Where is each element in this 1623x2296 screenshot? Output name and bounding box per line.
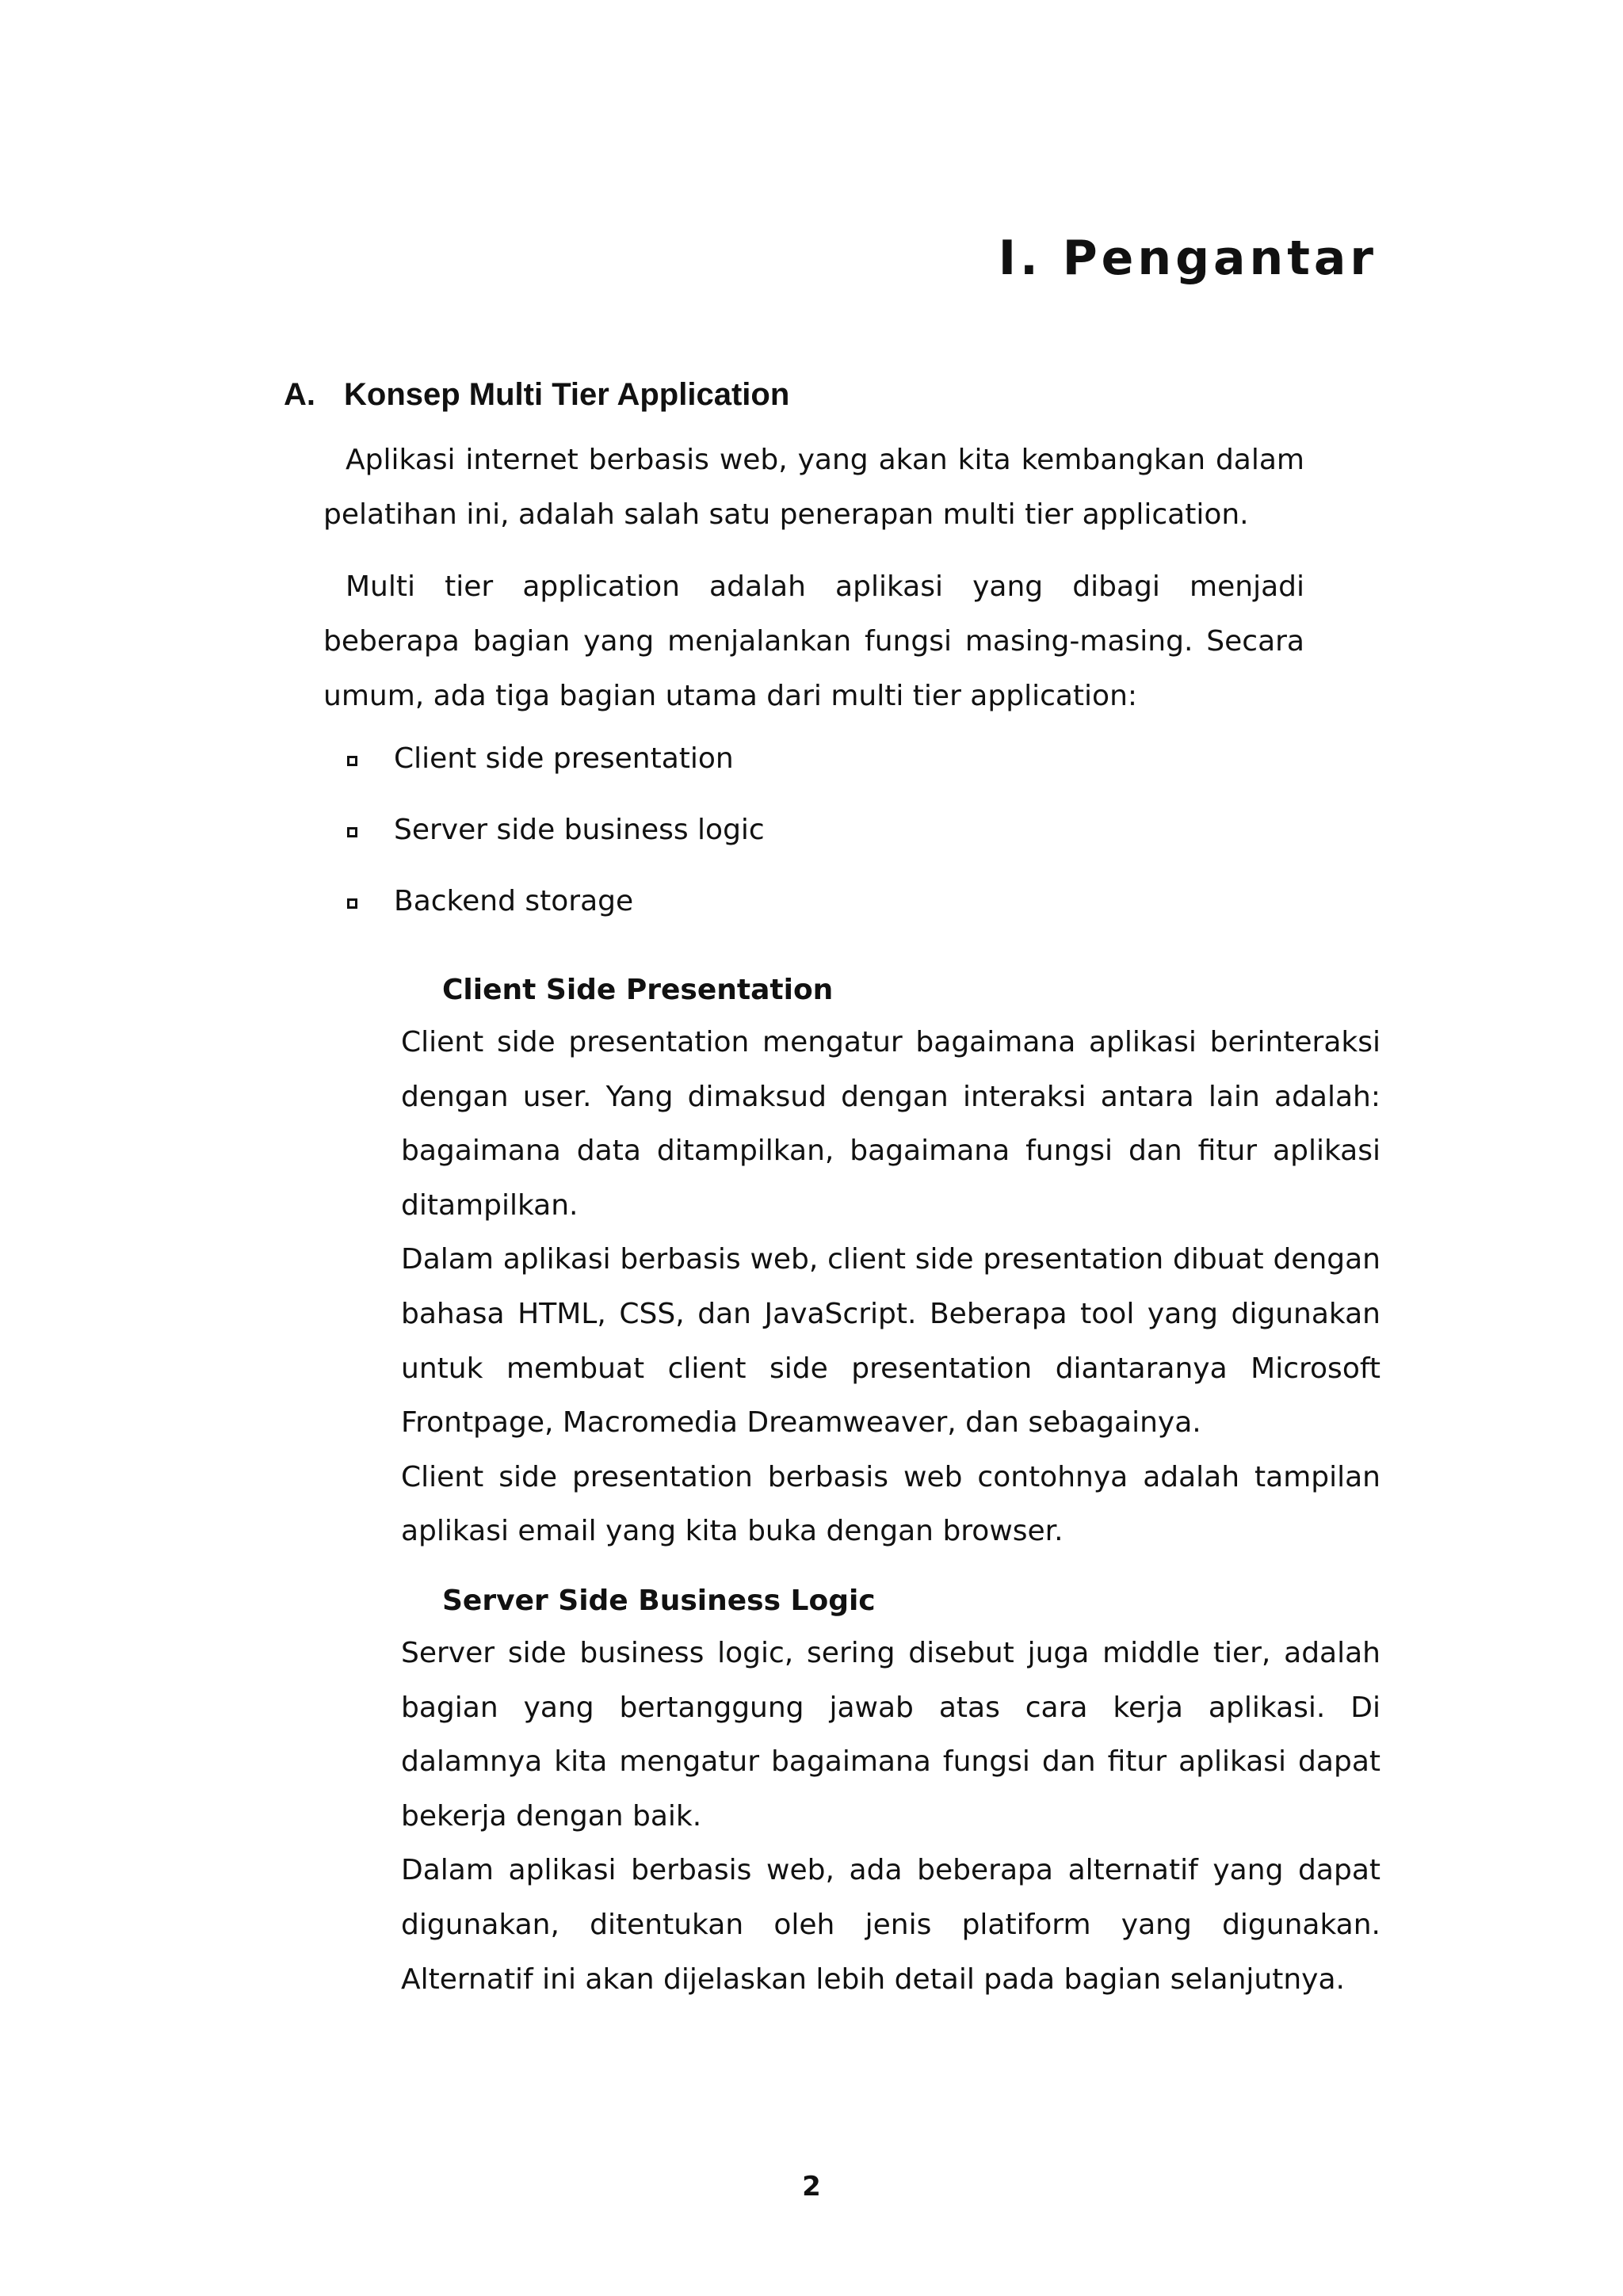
- client-side-heading: Client Side Presentation: [442, 974, 834, 1006]
- section-number: A.: [284, 377, 315, 412]
- list-item: [347, 738, 765, 810]
- body-paragraph: Dalam aplikasi berbasis web, client side presentation dibuat dengan bahasa HTML, CSS, dan JavaScript. Beberapa tool yang digunakan untuk membuat client side presentation diantaranya Microsoft Frontpage, Macromedia Dreamweaver, dan sebagainya.: [401, 1243, 1381, 1440]
- square-bullet-icon: [347, 898, 357, 909]
- body-paragraph: Server side business logic, sering disebut juga middle tier, adalah bagian yang bertanggung jawab atas cara kerja aplikasi. Di dalamnya kita mengatur bagaimana fungsi dan fitur aplikasi dapat bekerja dengan baik.: [401, 1637, 1381, 1833]
- section-heading: [284, 376, 789, 414]
- client-side-body: [401, 1016, 1381, 1559]
- page-number: 2: [802, 2171, 821, 2203]
- intro-paragraph: Aplikasi internet berbasis web, yang akan kita kembangkan dalam pelatihan ini, adalah salah satu penerapan multi tier application.: [323, 444, 1304, 531]
- server-side-body: [401, 1627, 1381, 2007]
- body-paragraph: Client side presentation mengatur bagaimana aplikasi berinteraksi dengan user. Yang dimaksud dengan interaksi antara lain adalah: bagaimana data ditampilkan, bagaimana fungsi dan fitur aplikasi ditampilkan.: [401, 1026, 1381, 1222]
- list-item: [347, 810, 765, 881]
- intro-paragraph: Multi tier application adalah aplikasi yang dibagi menjadi beberapa bagian yang menjalankan fungsi masing-masing. Secara umum, ada tiga bagian utama dari multi tier application:: [323, 570, 1304, 712]
- square-bullet-icon: [347, 827, 357, 837]
- list-item-label: Server side business logic: [394, 814, 765, 846]
- section-title: Konsep Multi Tier Application: [344, 377, 790, 412]
- body-paragraph: Client side presentation berbasis web contohnya adalah tampilan aplikasi email yang kita buka dengan browser.: [401, 1460, 1381, 1548]
- square-bullet-icon: [347, 756, 357, 766]
- list-item-label: Backend storage: [394, 885, 634, 917]
- chapter-title: I. Pengantar: [998, 231, 1377, 286]
- body-paragraph: Dalam aplikasi berbasis web, ada beberapa alternatif yang dapat digunakan, ditentukan oleh jenis platiform yang digunakan. Alternatif ini akan dijelaskan lebih detail pada bagian selanjutnya.: [401, 1854, 1381, 1996]
- list-item: [347, 881, 765, 952]
- server-side-heading: Server Side Business Logic: [442, 1585, 876, 1617]
- list-item-label: Client side presentation: [394, 742, 734, 775]
- tier-list: [347, 738, 765, 952]
